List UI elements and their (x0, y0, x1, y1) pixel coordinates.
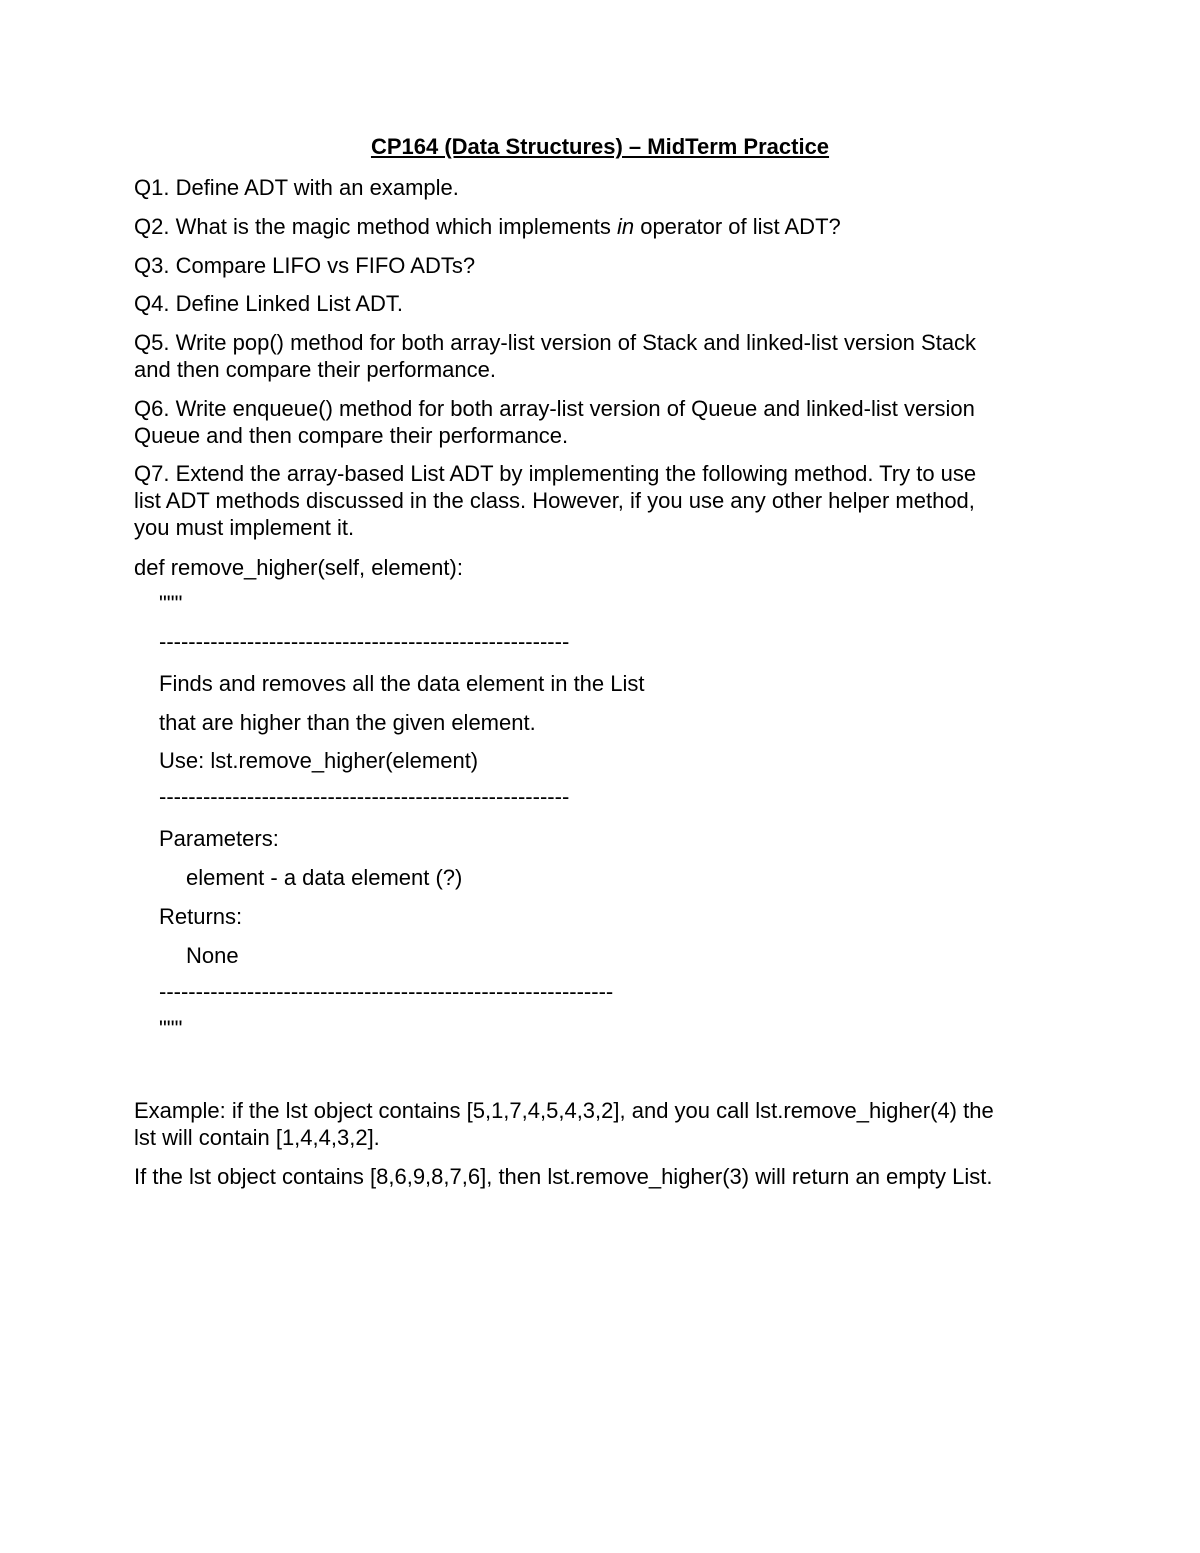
code-signature: def remove_higher(self, element): (134, 555, 463, 580)
docstring-open: """ (159, 591, 183, 616)
docstring-description-line: that are higher than the given element. (159, 710, 536, 735)
question-6-line: Queue and then compare their performance. (134, 423, 569, 448)
docstring-parameters-label: Parameters: (159, 826, 279, 851)
question-5-line: Q5. Write pop() method for both array-list version of Stack and linked-list version Stack (134, 330, 977, 355)
question-5 (134, 329, 1074, 383)
example-2: If the lst object contains [8,6,9,8,7,6], then lst.remove_higher(3) will return an empty List. (134, 1164, 993, 1189)
question-7 (134, 460, 1074, 541)
question-2-text-start: Q2. What is the magic method which implements (134, 214, 617, 239)
question-7-line: you must implement it. (134, 515, 355, 540)
docstring-rule: -------------------------------------------------------- (159, 784, 570, 809)
docstring-rule: -------------------------------------------------------- (159, 629, 570, 654)
docstring-use: Use: lst.remove_higher(element) (159, 748, 479, 773)
docstring-returns-value: None (186, 943, 239, 968)
docstring-parameter-element: element - a data element (?) (186, 865, 463, 890)
question-5-line: and then compare their performance. (134, 357, 496, 382)
docstring-rule: -------------------------------------------------------------- (159, 979, 614, 1004)
question-2 (134, 213, 841, 240)
docstring-description-line: Finds and removes all the data element in the List (159, 671, 645, 696)
question-4: Q4. Define Linked List ADT. (134, 291, 404, 316)
question-7-line: Q7. Extend the array-based List ADT by implementing the following method. Try to use (134, 461, 977, 486)
example-1-line: lst will contain [1,4,4,3,2]. (134, 1125, 380, 1150)
question-6 (134, 395, 1074, 449)
question-3: Q3. Compare LIFO vs FIFO ADTs? (134, 253, 476, 278)
question-1: Q1. Define ADT with an example. (134, 175, 459, 200)
question-2-text-end: operator of list ADT? (634, 214, 841, 239)
question-2-emphasis: in (616, 214, 635, 239)
docstring-close: """ (159, 1016, 183, 1041)
document-title: CP164 (Data Structures) – MidTerm Practice (370, 134, 830, 159)
example-1 (134, 1097, 1074, 1151)
question-7-line: list ADT methods discussed in the class. However, if you use any other helper method, (134, 488, 975, 513)
docstring-returns-label: Returns: (159, 904, 243, 929)
example-1-line: Example: if the lst object contains [5,1,7,4,5,4,3,2], and you call lst.remove_higher(4) the (134, 1098, 994, 1123)
question-6-line: Q6. Write enqueue() method for both array-list version of Queue and linked-list version (134, 396, 975, 421)
